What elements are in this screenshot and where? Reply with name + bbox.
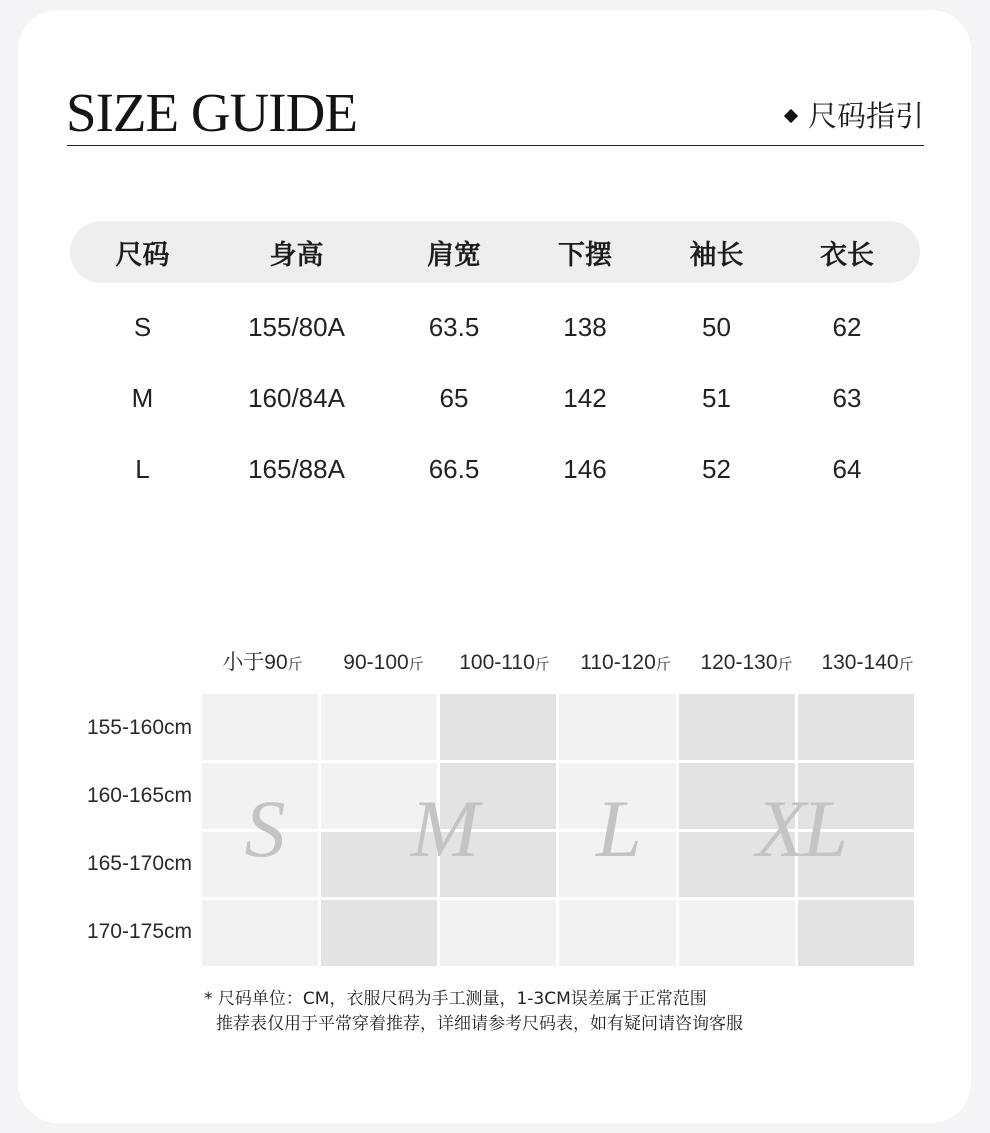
grid-cell — [321, 694, 437, 760]
grid-cell — [679, 900, 795, 966]
column-header: 身高 — [269, 239, 324, 271]
size-table — [70, 221, 920, 505]
column-header: 袖长 — [689, 239, 744, 271]
table-cell: 65 — [439, 383, 469, 413]
grid-cell — [202, 900, 318, 966]
fit-label-l: L — [596, 783, 638, 874]
table-cell: 138 — [563, 312, 607, 342]
weight-label: 130-140斤 — [821, 651, 914, 674]
weight-label: 110-120斤 — [580, 651, 671, 674]
table-cell: 62 — [832, 312, 862, 342]
table-cell: M — [131, 383, 154, 413]
weight-label: 120-130斤 — [700, 651, 793, 674]
page-subtitle — [786, 96, 924, 136]
table-row — [70, 292, 920, 363]
footnote-line-1: * 尺码单位：CM，衣服尺码为手工测量，1-3CM误差属于正常范围 — [204, 989, 707, 1009]
grid-cell — [440, 900, 556, 966]
column-header: 下摆 — [558, 239, 612, 271]
weight-label: 100-110斤 — [459, 651, 550, 674]
column-header: 尺码 — [115, 239, 170, 271]
subtitle-text: 尺码指引 — [807, 99, 924, 133]
table-cell: 142 — [563, 383, 607, 413]
grid-cell — [798, 694, 914, 760]
diamond-icon — [784, 109, 798, 123]
header-divider — [67, 145, 924, 146]
footnote — [204, 987, 743, 1037]
column-header: 衣长 — [820, 239, 874, 271]
table-cell: 63 — [832, 383, 862, 413]
height-label: 170-175cm — [86, 920, 192, 943]
fit-label-s: S — [244, 783, 282, 874]
fit-label-xl: XL — [756, 783, 844, 874]
table-cell: 66.5 — [428, 454, 480, 484]
grid-cell — [321, 900, 437, 966]
height-axis-labels — [62, 694, 192, 966]
grid-cell — [798, 900, 914, 966]
height-label: 160-165cm — [86, 784, 192, 807]
weight-label: 90-100斤 — [343, 651, 424, 674]
table-cell: 160/84A — [248, 383, 345, 413]
table-row — [70, 434, 920, 505]
table-cell: 50 — [702, 312, 731, 342]
grid-cell — [559, 694, 675, 760]
table-cell: 51 — [702, 383, 731, 413]
grid-cell — [559, 900, 675, 966]
table-cell: 64 — [832, 454, 862, 484]
fit-label-m: M — [410, 783, 476, 874]
grid-cell — [679, 694, 795, 760]
table-cell: 165/88A — [248, 454, 345, 484]
table-cell: L — [135, 454, 150, 484]
table-cell: 63.5 — [428, 312, 480, 342]
table-cell: 146 — [563, 454, 607, 484]
height-label: 155-160cm — [86, 716, 192, 739]
weight-axis-labels — [202, 648, 928, 679]
page-title: SIZE GUIDE — [66, 82, 357, 143]
table-cell: S — [133, 312, 152, 342]
table-cell: 52 — [702, 454, 731, 484]
footnote-line-2: 推荐表仅用于平常穿着推荐，详细请参考尺码表，如有疑问请咨询客服 — [216, 1014, 743, 1034]
weight-label: 小于90斤 — [222, 651, 303, 674]
height-label: 165-170cm — [86, 852, 192, 875]
table-cell: 155/80A — [248, 312, 345, 342]
size-table-header — [70, 221, 920, 283]
grid-cell — [202, 694, 318, 760]
table-row — [70, 363, 920, 434]
column-header: 肩宽 — [427, 239, 481, 271]
grid-cell — [440, 694, 556, 760]
